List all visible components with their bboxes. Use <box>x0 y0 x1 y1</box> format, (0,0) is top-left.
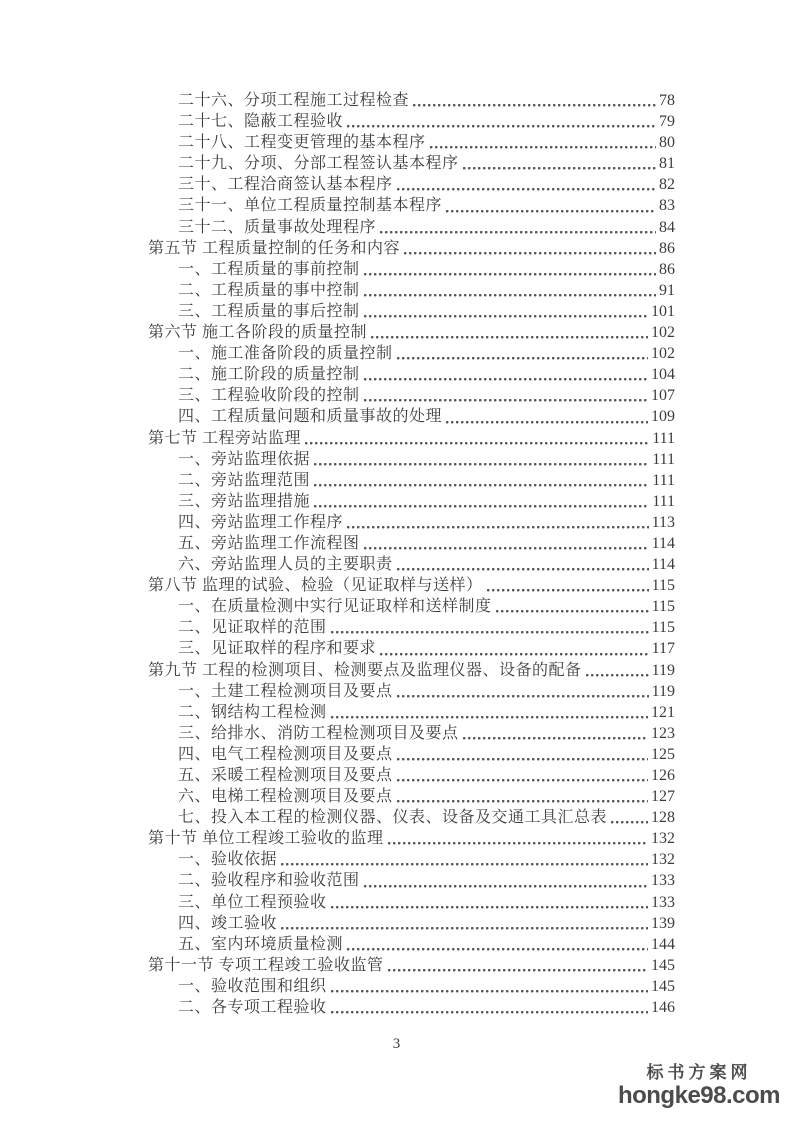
toc-entry-text: 四、电气工程检测项目及要点 <box>178 745 393 763</box>
toc-entry-page: 115 <box>651 598 675 616</box>
toc-entry-text: 二、验收程序和验收范围 <box>178 872 360 890</box>
toc-entry-text: 二十九、分项、分部工程签认基本程序 <box>178 155 459 173</box>
toc-entry-page: 111 <box>652 450 675 468</box>
toc-row <box>148 596 675 617</box>
toc-entry-page: 80 <box>659 134 675 152</box>
toc-row <box>148 681 675 702</box>
toc-row <box>148 744 675 765</box>
toc-entry-text: 一、施工准备阶段的质量控制 <box>178 345 393 363</box>
toc-leader-dots <box>331 1011 648 1014</box>
toc-leader-dots <box>404 252 656 255</box>
toc-leader-dots <box>314 463 649 466</box>
watermark-brand: 标书方案网 <box>646 1063 752 1082</box>
toc-row <box>148 702 675 723</box>
toc-row <box>148 934 675 955</box>
toc-entry-text: 三、单位工程预验收 <box>178 893 327 911</box>
toc-entry-page: 117 <box>651 640 675 658</box>
toc-entry-text: 三、工程验收阶段的控制 <box>178 387 360 405</box>
toc-entry-page: 104 <box>651 366 675 384</box>
toc-entry-text: 一、验收范围和组织 <box>178 977 327 995</box>
toc-row <box>148 449 675 470</box>
toc-entry-text: 三、工程质量的事后控制 <box>178 302 360 320</box>
toc-row <box>148 512 675 533</box>
toc-row <box>148 765 675 786</box>
toc-entry-page: 146 <box>651 999 675 1017</box>
toc-leader-dots <box>380 653 649 656</box>
toc-leader-dots <box>364 399 648 402</box>
toc-entry-text: 第九节 工程的检测项目、检测要点及监理仪器、设备的配备 <box>148 661 582 679</box>
toc-leader-dots <box>281 927 648 930</box>
toc-entry-text: 五、采暖工程检测项目及要点 <box>178 767 393 784</box>
toc-entry-text: 三十一、单位工程质量控制基本程序 <box>178 197 443 215</box>
toc-leader-dots <box>397 800 648 803</box>
toc-entry-text: 三、给排水、消防工程检测项目及要点 <box>178 724 459 742</box>
toc-entry-page: 126 <box>651 767 675 784</box>
toc-entry-text: 六、旁站监理人员的主要职责 <box>178 556 393 574</box>
toc-row <box>148 301 675 322</box>
toc-row <box>148 533 675 554</box>
toc-entry-page: 109 <box>651 408 675 426</box>
toc-row <box>148 554 675 575</box>
toc-entry-page: 133 <box>651 893 675 911</box>
toc-entry-page: 102 <box>651 345 675 363</box>
toc-entry-page: 128 <box>651 809 675 827</box>
toc-row <box>148 259 675 280</box>
toc-leader-dots <box>314 484 649 487</box>
toc-row <box>148 406 675 427</box>
toc-entry-page: 82 <box>659 176 675 194</box>
toc-entry-text: 二、工程质量的事中控制 <box>178 281 360 299</box>
toc-entry-text: 第八节 监理的试验、检验（见证取样与送样） <box>148 577 483 595</box>
toc-entry-text: 六、电梯工程检测项目及要点 <box>178 788 393 806</box>
toc-entry-page: 86 <box>659 260 675 278</box>
toc-entry-page: 111 <box>652 429 675 447</box>
toc-leader-dots <box>586 674 649 677</box>
toc-row <box>148 153 675 174</box>
toc-entry-text: 二十七、隐蔽工程验收 <box>178 113 344 131</box>
toc-row <box>148 913 675 934</box>
toc-leader-dots <box>397 568 649 571</box>
toc-row <box>148 111 675 132</box>
toc-leader-dots <box>331 631 649 634</box>
toc-entry-text: 四、旁站监理工作程序 <box>178 513 344 531</box>
toc-row <box>148 428 675 449</box>
toc-leader-dots <box>331 716 648 719</box>
toc-row <box>148 132 675 153</box>
toc-row <box>148 638 675 659</box>
toc-row <box>148 174 675 195</box>
toc-row <box>148 364 675 385</box>
toc-entry-text: 五、室内环境质量检测 <box>178 935 344 953</box>
toc-entry-page: 144 <box>651 935 675 953</box>
toc-leader-dots <box>430 146 656 149</box>
toc-row <box>148 491 675 512</box>
toc-entry-text: 二十八、工程变更管理的基本程序 <box>178 134 426 152</box>
toc-entry-text: 一、在质量检测中实行见证取样和送样制度 <box>178 598 492 616</box>
toc-entry-text: 四、工程质量问题和质量事故的处理 <box>178 408 443 426</box>
toc-leader-dots <box>397 758 648 761</box>
toc-entry-page: 123 <box>651 724 675 742</box>
toc-entry-text: 第十节 单位工程竣工验收的监理 <box>148 830 384 848</box>
toc-entry-text: 三、见证取样的程序和要求 <box>178 640 377 658</box>
toc-entry-text: 第五节 工程质量控制的任务和内容 <box>148 239 401 257</box>
toc-entry-page: 91 <box>659 281 675 299</box>
toc-leader-dots <box>397 357 648 360</box>
toc-row <box>148 976 675 997</box>
toc-leader-dots <box>380 231 656 234</box>
toc-entry-text: 二、各专项工程验收 <box>178 999 327 1017</box>
toc-entry-page: 114 <box>651 556 675 574</box>
toc-leader-dots <box>611 821 648 824</box>
toc-entry-page: 127 <box>651 788 675 806</box>
toc-entry-text: 第六节 施工各阶段的质量控制 <box>148 324 368 342</box>
toc-entry-page: 83 <box>659 197 675 215</box>
toc-entry-text: 二、见证取样的范围 <box>178 619 327 637</box>
toc-entry-text: 二、施工阶段的质量控制 <box>178 366 360 384</box>
toc-leader-dots <box>487 589 649 592</box>
footer-page-number: 3 <box>392 1036 401 1052</box>
toc-entry-page: 111 <box>652 492 675 510</box>
toc-leader-dots <box>371 336 648 339</box>
toc-entry-page: 115 <box>651 577 675 595</box>
toc-entry-text: 七、投入本工程的检测仪器、仪表、设备及交通工具汇总表 <box>178 809 608 827</box>
toc-leader-dots <box>388 842 648 845</box>
toc-row <box>148 217 675 238</box>
toc-row <box>148 575 675 596</box>
toc-list <box>148 90 675 1018</box>
toc-entry-page: 145 <box>651 977 675 995</box>
toc-row <box>148 238 675 259</box>
toc-entry-page: 107 <box>651 387 675 405</box>
toc-leader-dots <box>314 505 649 508</box>
toc-leader-dots <box>364 315 648 318</box>
toc-entry-page: 115 <box>651 619 675 637</box>
toc-entry-text: 二十六、分项工程施工过程检查 <box>178 92 410 109</box>
toc-entry-page: 121 <box>651 703 675 721</box>
toc-entry-text: 三、旁站监理措施 <box>178 492 311 510</box>
toc-entry-text: 四、竣工验收 <box>178 914 278 932</box>
toc-entry-text: 一、旁站监理依据 <box>178 450 311 468</box>
toc-row <box>148 723 675 744</box>
toc-row <box>148 322 675 343</box>
toc-entry-page: 119 <box>651 682 675 700</box>
toc-row <box>148 892 675 913</box>
toc-leader-dots <box>413 104 656 107</box>
toc-leader-dots <box>331 990 648 993</box>
toc-entry-text: 五、旁站监理工作流程图 <box>178 534 360 552</box>
toc-row <box>148 280 675 301</box>
toc-entry-page: 114 <box>651 534 675 552</box>
toc-entry-page: 125 <box>651 745 675 763</box>
toc-leader-dots <box>397 695 649 698</box>
toc-row <box>148 786 675 807</box>
toc-leader-dots <box>496 610 649 613</box>
toc-leader-dots <box>397 779 648 782</box>
toc-row <box>148 617 675 638</box>
toc-leader-dots <box>364 885 648 888</box>
toc-entry-text: 一、工程质量的事前控制 <box>178 260 360 278</box>
toc-entry-text: 第七节 工程旁站监理 <box>148 429 302 447</box>
toc-entry-page: 84 <box>659 218 675 236</box>
toc-entry-page: 139 <box>651 914 675 932</box>
toc-entry-page: 79 <box>659 113 675 131</box>
toc-leader-dots <box>347 526 649 529</box>
toc-leader-dots <box>364 378 648 381</box>
toc-entry-page: 81 <box>659 155 675 173</box>
toc-leader-dots <box>331 906 648 909</box>
toc-leader-dots <box>364 294 656 297</box>
toc-row <box>148 997 675 1018</box>
toc-entry-page: 102 <box>651 324 675 342</box>
toc-leader-dots <box>446 421 648 424</box>
toc-entry-text: 二、旁站监理范围 <box>178 471 311 489</box>
toc-entry-page: 145 <box>651 956 675 974</box>
toc-leader-dots <box>397 188 656 191</box>
toc-entry-text: 三十、工程洽商签认基本程序 <box>178 176 393 194</box>
toc-leader-dots <box>364 273 656 276</box>
toc-row <box>148 870 675 891</box>
toc-leader-dots <box>347 125 656 128</box>
toc-entry-page: 132 <box>651 851 675 869</box>
toc-leader-dots <box>463 737 648 740</box>
toc-row <box>148 195 675 216</box>
toc-entry-text: 第十一节 专项工程竣工验收监管 <box>148 956 384 974</box>
watermark <box>618 1063 780 1109</box>
watermark-site: hongke98.com <box>617 1082 780 1110</box>
toc-row <box>148 828 675 849</box>
toc-entry-page: 86 <box>659 239 675 257</box>
toc-entry-page: 113 <box>651 513 675 531</box>
toc-leader-dots <box>388 969 648 972</box>
toc-entry-page: 111 <box>652 471 675 489</box>
toc-row <box>148 385 675 406</box>
toc-entry-page: 132 <box>651 830 675 848</box>
toc-row <box>148 807 675 828</box>
toc-entry-page: 78 <box>659 92 675 109</box>
toc-entry-page: 101 <box>651 302 675 320</box>
toc-leader-dots <box>364 547 649 550</box>
toc-leader-dots <box>446 210 656 213</box>
toc-leader-dots <box>347 948 648 951</box>
toc-leader-dots <box>305 442 649 445</box>
toc-row <box>148 470 675 491</box>
toc-row <box>148 343 675 364</box>
toc-entry-text: 一、土建工程检测项目及要点 <box>178 682 393 700</box>
toc-entry-page: 119 <box>651 661 675 679</box>
toc-entry-text: 三十二、质量事故处理程序 <box>178 218 377 236</box>
toc-leader-dots <box>463 167 656 170</box>
toc-entry-page: 133 <box>651 872 675 890</box>
toc-entry-text: 一、验收依据 <box>178 851 278 869</box>
toc-row <box>148 955 675 976</box>
toc-entry-text: 二、钢结构工程检测 <box>178 703 327 721</box>
toc-row <box>148 90 675 111</box>
toc-row <box>148 849 675 870</box>
toc-leader-dots <box>281 863 648 866</box>
toc-row <box>148 660 675 681</box>
